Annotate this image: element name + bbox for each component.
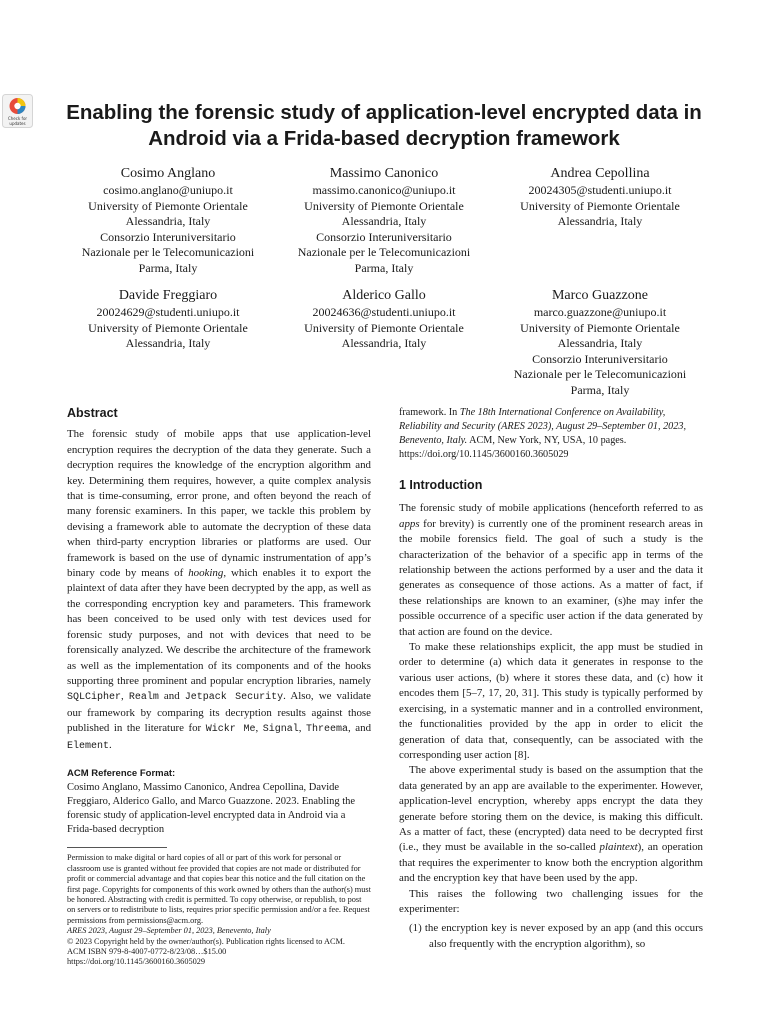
author-affiliation: University of Piemonte Orientale bbox=[520, 320, 680, 335]
permission-block bbox=[67, 853, 371, 967]
acm-reference-text: Cosimo Anglano, Massimo Canonico, Andrea Cepollina, Davide Freggiaro, Alderico Gallo, and Marco Guazzone. 2023. Enabling the forensic study of application-level encrypted data in Android via a Frida-based decryption bbox=[67, 782, 356, 836]
author-card bbox=[276, 287, 492, 352]
author-location: Parma, Italy bbox=[138, 260, 198, 275]
author-name: Davide Freggiaro bbox=[118, 288, 218, 303]
author-card bbox=[60, 165, 276, 276]
author-name: Andrea Cepollina bbox=[550, 166, 650, 181]
author-location: Alessandria, Italy bbox=[341, 214, 427, 228]
venue-line: ARES 2023, August 29–September 01, 2023, Benevento, Italy bbox=[67, 926, 271, 936]
title-line-2: Android via a Frida-based decryption framework bbox=[148, 127, 620, 150]
author-affiliation: Nazionale per le Telecomunicazioni bbox=[81, 245, 255, 259]
author-card bbox=[492, 165, 708, 230]
footnote-divider bbox=[67, 847, 167, 848]
doi-link[interactable]: https://doi.org/10.1145/3600160.3605029 bbox=[67, 957, 206, 967]
author-email[interactable]: cosimo.anglano@uniupo.it bbox=[103, 183, 233, 197]
author-location: Parma, Italy bbox=[354, 260, 414, 275]
author-email[interactable]: marco.guazzone@uniupo.it bbox=[533, 305, 667, 319]
check-for-updates-text: Check for updates bbox=[7, 116, 28, 126]
isbn-line: ACM ISBN 979-8-4007-0772-8/23/08…$15.00 bbox=[67, 947, 227, 956]
abstract-heading: Abstract bbox=[67, 406, 118, 420]
check-for-updates-badge[interactable] bbox=[2, 94, 33, 128]
author-card bbox=[492, 287, 708, 398]
intro-paragraph: To make these relationships explicit, the app must be studied in order to determine (a) which data it generates in response to the various user actions, (b) where it stores these data, and (c) how it encodes them [5–7, 17, 20, 31]. This study is typically performed by exercising, in a systematic manner and in a controlled environment, the functionalities provided by the app in order to elicit the generation of data that, consequently, can be associated with the corresponding user action [8]. bbox=[399, 641, 703, 761]
author-affiliation: University of Piemonte Orientale bbox=[88, 198, 248, 213]
intro-paragraph: The forensic study of mobile applications (henceforth referred to as apps for brevity) is currently one of the prominent research areas in the mobile forensics field. The goal of such a study is the characterization of the behavior of a specific app in terms of the relationship between the actions performed by a user and the data it generates as consequence of those actions. As a matter of fact, if these relationships are known to an examiner, (s)he may infer the possible occurrence of a specific user action if the data generated by that action are found on the device. bbox=[399, 502, 703, 638]
author-location: Alessandria, Italy bbox=[557, 336, 643, 350]
author-name: Marco Guazzone bbox=[551, 288, 648, 303]
author-email[interactable]: 20024636@studenti.uniupo.it bbox=[312, 305, 456, 319]
abstract-text: The forensic study of mobile apps that use application-level encryption requires the decryption of the data they generate. Such a decryption requires the knowledge of the encryption algorithm and key. Determining them requires, however, a quite complex analysis that is time-consuming, error prone, and often beyond the reach of many forensic examiners. In this paper, we tackle this problem by devising a framework able to automate the decryption of these data when third-party encryption libraries or platforms are used. Our framework is based on the use of dynamic instrumentation of app’s binary code by means of hooking, which enables it to export the plaintext of data after they have been decrypted by the app, as well as the corresponding encryption key and parameters. This framework has been conceived to be used only with test devices used for forensic study purposes, and not with devices that need to be forensically analyzed. We describe the architecture of the framework as well as the implementation of its components and of the hooks supporting three prominent and popular encryption libraries, namely SQLCipher, Realm and Jetpack Security. Also, we validate our framework by comparing its decryption results against those published in the literature for Wickr Me, Signal, Threema, and Element. bbox=[67, 428, 372, 752]
author-affiliation: Consorzio Interuniversitario bbox=[100, 229, 236, 244]
right-column bbox=[399, 406, 703, 952]
author-email[interactable]: massimo.canonico@uniupo.it bbox=[312, 183, 456, 197]
title-line-1: Enabling the forensic study of application-level encrypted data in bbox=[66, 101, 702, 124]
intro-paragraph: The above experimental study is based on the assumption that the data generated by an app are available to the experimenter. However, application-level encryption, whereby apps encrypt the data they generate before storing them on the device, is making this difficult. As a matter of fact, these (encrypted) data need to be decrypted first (i.e., they must be available in the so-called plaintext), an operation that requires the experimenter to know both the encryption algorithm and the encryption key that have been used by the app. bbox=[399, 764, 703, 885]
copyright-line: © 2023 Copyright held by the owner/author(s). Publication rights licensed to ACM. bbox=[67, 936, 345, 946]
author-card bbox=[276, 165, 492, 276]
acm-reference-heading: ACM Reference Format: bbox=[67, 767, 176, 779]
author-location: Alessandria, Italy bbox=[125, 336, 211, 350]
author-location: Parma, Italy bbox=[570, 382, 630, 397]
intro-paragraph: This raises the following two challenging issues for the experimenter: bbox=[399, 887, 703, 915]
acm-reference-continuation: framework. In The 18th International Conference on Availability, Reliability and Security (ARES 2023), August 29–September 01, 2023, Benevento, Italy. ACM, New York, NY, USA, 10 pages. https://doi.org/10.1145/3600160.3605029 bbox=[399, 407, 686, 460]
author-email[interactable]: 20024305@studenti.uniupo.it bbox=[528, 183, 672, 197]
author-card bbox=[60, 287, 276, 352]
author-affiliation: Nazionale per le Telecomunicazioni bbox=[297, 245, 471, 259]
author-name: Massimo Canonico bbox=[329, 166, 439, 181]
author-affiliation: University of Piemonte Orientale bbox=[88, 320, 248, 335]
permission-text: Permission to make digital or hard copies of all or part of this work for personal or classroom use is granted without fee provided that copies are not made or distributed for profit or commercial advantage and that copies bear this notice and the full citation on the first page. Copyrights for components of this work owned by others than the author(s) must be honored. Abstracting with credit is permitted. To copy otherwise, or republish, to post on servers or to redistribute to lists, requires prior specific permission and/or a fee. Request permissions from permissions@acm.org. bbox=[67, 853, 371, 925]
author-affiliation: University of Piemonte Orientale bbox=[520, 198, 680, 213]
author-location: Alessandria, Italy bbox=[125, 214, 211, 228]
paper-title bbox=[40, 100, 728, 152]
author-affiliation: Nazionale per le Telecomunicazioni bbox=[513, 367, 687, 381]
author-affiliation: Consorzio Interuniversitario bbox=[532, 351, 668, 366]
author-affiliation: University of Piemonte Orientale bbox=[304, 320, 464, 335]
author-location: Alessandria, Italy bbox=[341, 336, 427, 350]
author-email[interactable]: 20024629@studenti.uniupo.it bbox=[96, 305, 240, 319]
author-name: Alderico Gallo bbox=[342, 288, 426, 303]
issue-list-item: (1) the encryption key is never exposed by an app (and this occurs also frequently with the encryption algorithm), so bbox=[409, 922, 703, 950]
author-affiliation: University of Piemonte Orientale bbox=[304, 198, 464, 213]
section-heading-introduction: 1 Introduction bbox=[399, 478, 483, 492]
author-affiliation: Consorzio Interuniversitario bbox=[316, 229, 452, 244]
left-column bbox=[67, 406, 371, 968]
author-location: Alessandria, Italy bbox=[557, 214, 643, 228]
author-name: Cosimo Anglano bbox=[120, 166, 216, 181]
